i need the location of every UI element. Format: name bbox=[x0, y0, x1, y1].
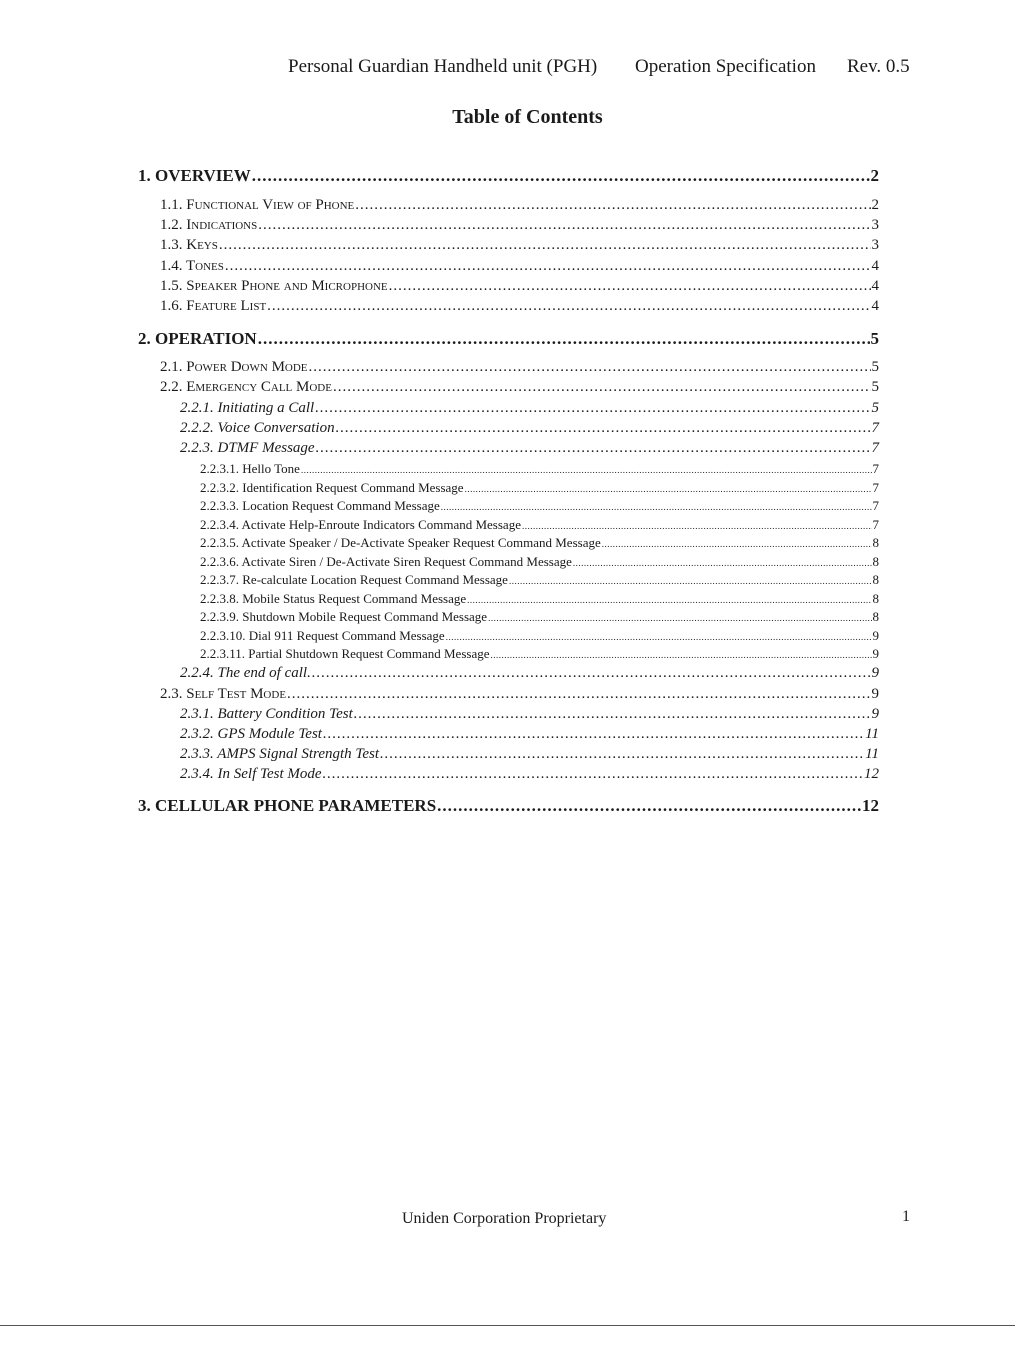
dot-leader bbox=[380, 746, 864, 763]
toc-entry-number: 2.2.3.5. bbox=[200, 535, 239, 550]
dot-leader bbox=[312, 665, 871, 682]
toc-entry-title: Activate Siren / De-Activate Siren Request Command Message bbox=[241, 554, 572, 569]
toc-entry-number: 2.2.3.11. bbox=[200, 646, 246, 661]
toc-entry-title: Activate Speaker / De-Activate Speaker Request Command Message bbox=[241, 535, 601, 550]
toc-entry-title: In Self Test Mode bbox=[217, 766, 322, 782]
toc-entry-page: 7 bbox=[872, 517, 879, 532]
toc-entry[interactable] bbox=[138, 166, 879, 186]
toc-entry-page: 9 bbox=[872, 646, 879, 661]
toc-entry-title: Tones bbox=[185, 258, 224, 274]
toc-entry-title: Feature List bbox=[186, 298, 267, 314]
dot-leader bbox=[333, 379, 871, 396]
dot-leader bbox=[287, 686, 870, 703]
toc-entry[interactable] bbox=[200, 461, 879, 477]
toc-entry-title: Mobile Status Request Command Message bbox=[242, 591, 467, 606]
toc-entry-page: 5 bbox=[870, 329, 879, 348]
toc-entry[interactable] bbox=[200, 498, 879, 514]
toc-entry-number: 2.2.3.3. bbox=[200, 498, 239, 513]
dot-leader bbox=[573, 558, 872, 568]
toc-entry[interactable] bbox=[160, 298, 879, 315]
toc-entry-title: DTMF Message bbox=[217, 440, 315, 456]
dot-leader bbox=[336, 420, 871, 437]
toc-entry-title: Hello Tone bbox=[242, 461, 300, 476]
toc-entry[interactable] bbox=[160, 217, 879, 234]
toc-entry[interactable] bbox=[160, 278, 879, 295]
toc-entry-page: 5 bbox=[871, 400, 879, 416]
toc-entry-number: 1.3. bbox=[160, 237, 183, 253]
toc-entry-number: 1.6. bbox=[160, 298, 183, 314]
toc-entry[interactable] bbox=[138, 796, 879, 816]
toc-entry-title: Keys bbox=[186, 237, 218, 253]
toc-entry-number: 2.2.4. bbox=[180, 665, 214, 681]
toc-entry[interactable] bbox=[180, 746, 879, 763]
toc-entry-number: 2.2.3.6. bbox=[200, 554, 239, 569]
toc-entry[interactable] bbox=[200, 628, 879, 644]
toc-entry-title: CELLULAR PHONE PARAMETERS bbox=[155, 796, 437, 815]
toc-entry-page: 11 bbox=[865, 746, 879, 762]
toc-entry-page: 2 bbox=[870, 166, 879, 185]
toc-entry-page: 4 bbox=[871, 258, 879, 274]
toc-entry-page: 8 bbox=[872, 554, 879, 569]
toc-entry[interactable] bbox=[200, 554, 879, 570]
toc-entry-number: 2.3.2. bbox=[180, 726, 214, 742]
toc-entry[interactable] bbox=[160, 197, 879, 214]
toc-entry-page: 9 bbox=[871, 706, 879, 722]
dot-leader bbox=[225, 258, 871, 275]
toc-entry-title: Battery Condition Test bbox=[217, 706, 353, 722]
toc-entry-page: 3 bbox=[871, 237, 879, 253]
dot-leader bbox=[267, 298, 870, 315]
toc-entry[interactable] bbox=[200, 591, 879, 607]
toc-entry-page: 3 bbox=[871, 217, 879, 233]
dot-leader bbox=[446, 632, 872, 642]
toc-entry-number: 2.3.1. bbox=[180, 706, 214, 722]
dot-leader bbox=[437, 796, 861, 816]
toc-entry-title: Dial 911 Request Command Message bbox=[248, 628, 445, 643]
footer-proprietary-notice: Uniden Corporation Proprietary bbox=[402, 1210, 607, 1227]
toc-entry[interactable] bbox=[180, 706, 879, 723]
toc-entry[interactable] bbox=[180, 665, 879, 682]
toc-entry[interactable] bbox=[180, 766, 879, 783]
toc-entry-page: 11 bbox=[865, 726, 879, 742]
dot-leader bbox=[509, 576, 872, 586]
toc-entry-page: 4 bbox=[871, 278, 879, 294]
toc-entry-number: 1.2. bbox=[160, 217, 183, 233]
toc-entry-page: 7 bbox=[872, 461, 879, 476]
toc-entry-page: 5 bbox=[871, 379, 879, 395]
toc-entry-title: AMPS Signal Strength Test bbox=[217, 746, 380, 762]
toc-entry-page: 12 bbox=[862, 796, 879, 815]
dot-leader bbox=[323, 726, 864, 743]
dot-leader bbox=[354, 706, 871, 723]
toc-entry-number: 2.1. bbox=[160, 359, 183, 375]
document-title: Personal Guardian Handheld unit (PGH) bbox=[288, 56, 598, 77]
toc-entry-page: 7 bbox=[871, 420, 879, 436]
toc-entry-title: Emergency Call Mode bbox=[186, 379, 332, 395]
toc-entry[interactable] bbox=[160, 359, 879, 376]
toc-entry-number: 2.2.3.9. bbox=[200, 609, 239, 624]
toc-entry-number: 2.2.1. bbox=[180, 400, 214, 416]
toc-entry-page: 9 bbox=[871, 686, 879, 702]
toc-entry-title: OVERVIEW bbox=[155, 166, 251, 185]
toc-entry[interactable] bbox=[200, 609, 879, 625]
toc-entry[interactable] bbox=[180, 400, 879, 417]
toc-entry-title: Location Request Command Message bbox=[242, 498, 440, 513]
toc-entry-page: 4 bbox=[871, 298, 879, 314]
toc-entry[interactable] bbox=[200, 572, 879, 588]
toc-entry-page: 8 bbox=[872, 535, 879, 550]
toc-entry-number: 2.2.3.2. bbox=[200, 480, 239, 495]
dot-leader bbox=[219, 237, 871, 254]
toc-entry-title: Partial Shutdown Request Command Message bbox=[248, 646, 490, 661]
toc-entry-page: 2 bbox=[871, 197, 879, 213]
dot-leader bbox=[441, 502, 872, 512]
toc-entry-number: 1. bbox=[138, 166, 151, 185]
toc-entry-number: 2.3.3. bbox=[180, 746, 214, 762]
toc-entry-number: 2.3.4. bbox=[180, 766, 214, 782]
toc-entry-page: 7 bbox=[871, 440, 879, 456]
toc-entry-number: 2.2.3.10. bbox=[200, 628, 246, 643]
toc-entry-page: 9 bbox=[872, 628, 879, 643]
toc-entry-title: Voice Conversation bbox=[217, 420, 335, 436]
toc-entry-number: 2.2.3.4. bbox=[200, 517, 239, 532]
toc-entry-number: 2.2.3.7. bbox=[200, 572, 239, 587]
toc-entry-number: 2.2.3.8. bbox=[200, 591, 239, 606]
toc-entry-number: 2.2.3.1. bbox=[200, 461, 239, 476]
dot-leader bbox=[309, 359, 871, 376]
toc-entry[interactable] bbox=[138, 329, 879, 349]
toc-entry-title: Initiating a Call bbox=[217, 400, 315, 416]
toc-entry-title: Re-calculate Location Request Command Message bbox=[242, 572, 508, 587]
toc-entry[interactable] bbox=[200, 535, 879, 551]
toc-entry-page: 12 bbox=[864, 766, 879, 782]
toc-entry[interactable] bbox=[200, 517, 879, 533]
scan-edge-divider bbox=[0, 1325, 1015, 1326]
dot-leader bbox=[465, 484, 872, 494]
dot-leader bbox=[467, 595, 871, 605]
document-type: Operation Specification bbox=[635, 56, 816, 77]
dot-leader bbox=[323, 766, 863, 783]
toc-entry-title: Indications bbox=[186, 217, 258, 233]
toc-entry[interactable] bbox=[200, 480, 879, 496]
toc-entry-number: 2.2.3. bbox=[180, 440, 214, 456]
toc-entry[interactable] bbox=[160, 258, 879, 275]
toc-entry-title: The end of call. bbox=[217, 665, 311, 681]
dot-leader bbox=[258, 329, 870, 349]
dot-leader bbox=[490, 650, 871, 660]
toc-entry[interactable] bbox=[200, 646, 879, 662]
toc-entry-number: 1.4. bbox=[160, 258, 183, 274]
dot-leader bbox=[315, 400, 870, 417]
toc-entry-number: 1.1. bbox=[160, 197, 183, 213]
dot-leader bbox=[488, 613, 871, 623]
toc-heading: Table of Contents bbox=[452, 106, 603, 128]
toc-entry-title: Power Down Mode bbox=[186, 359, 308, 375]
dot-leader bbox=[355, 197, 870, 214]
toc-entry-number: 1.5. bbox=[160, 278, 183, 294]
dot-leader bbox=[602, 539, 872, 549]
revision-label: Rev. 0.5 bbox=[847, 56, 910, 77]
toc-entry-number: 2. bbox=[138, 329, 151, 348]
footer-page-number: 1 bbox=[902, 1208, 910, 1225]
toc-entry[interactable] bbox=[180, 440, 879, 457]
toc-entry[interactable] bbox=[160, 686, 879, 703]
toc-entry-title: Speaker Phone and Microphone bbox=[186, 278, 388, 294]
toc-entry[interactable] bbox=[180, 420, 879, 437]
toc-entry-page: 7 bbox=[872, 498, 879, 513]
toc-entry-page: 8 bbox=[872, 609, 879, 624]
dot-leader bbox=[522, 521, 872, 531]
toc-entry-number: 2.2. bbox=[160, 379, 183, 395]
toc-entry-number: 2.2.2. bbox=[180, 420, 214, 436]
toc-entry-title: Identification Request Command Message bbox=[242, 480, 464, 495]
toc-entry-title: Shutdown Mobile Request Command Message bbox=[242, 609, 488, 624]
dot-leader bbox=[301, 465, 872, 475]
toc-entry[interactable] bbox=[180, 726, 879, 743]
toc-entry-page: 8 bbox=[872, 591, 879, 606]
toc-entry-title: Functional View of Phone bbox=[186, 197, 355, 213]
toc-entry-number: 2.3. bbox=[160, 686, 183, 702]
toc-entry-title: Activate Help-Enroute Indicators Command Message bbox=[241, 517, 521, 532]
toc-entry-title: OPERATION bbox=[155, 329, 257, 348]
toc-entry-page: 7 bbox=[872, 480, 879, 495]
toc-entry-title: Self Test Mode bbox=[186, 686, 287, 702]
dot-leader bbox=[258, 217, 870, 234]
dot-leader bbox=[252, 166, 870, 186]
toc-entry-page: 8 bbox=[872, 572, 879, 587]
toc-entry-page: 9 bbox=[871, 665, 879, 681]
toc-entry-title: GPS Module Test bbox=[217, 726, 322, 742]
toc-entry-number: 3. bbox=[138, 796, 151, 815]
toc-entry[interactable] bbox=[160, 237, 879, 254]
dot-leader bbox=[389, 278, 871, 295]
toc-entry-page: 5 bbox=[871, 359, 879, 375]
dot-leader bbox=[316, 440, 871, 457]
toc-entry[interactable] bbox=[160, 379, 879, 396]
